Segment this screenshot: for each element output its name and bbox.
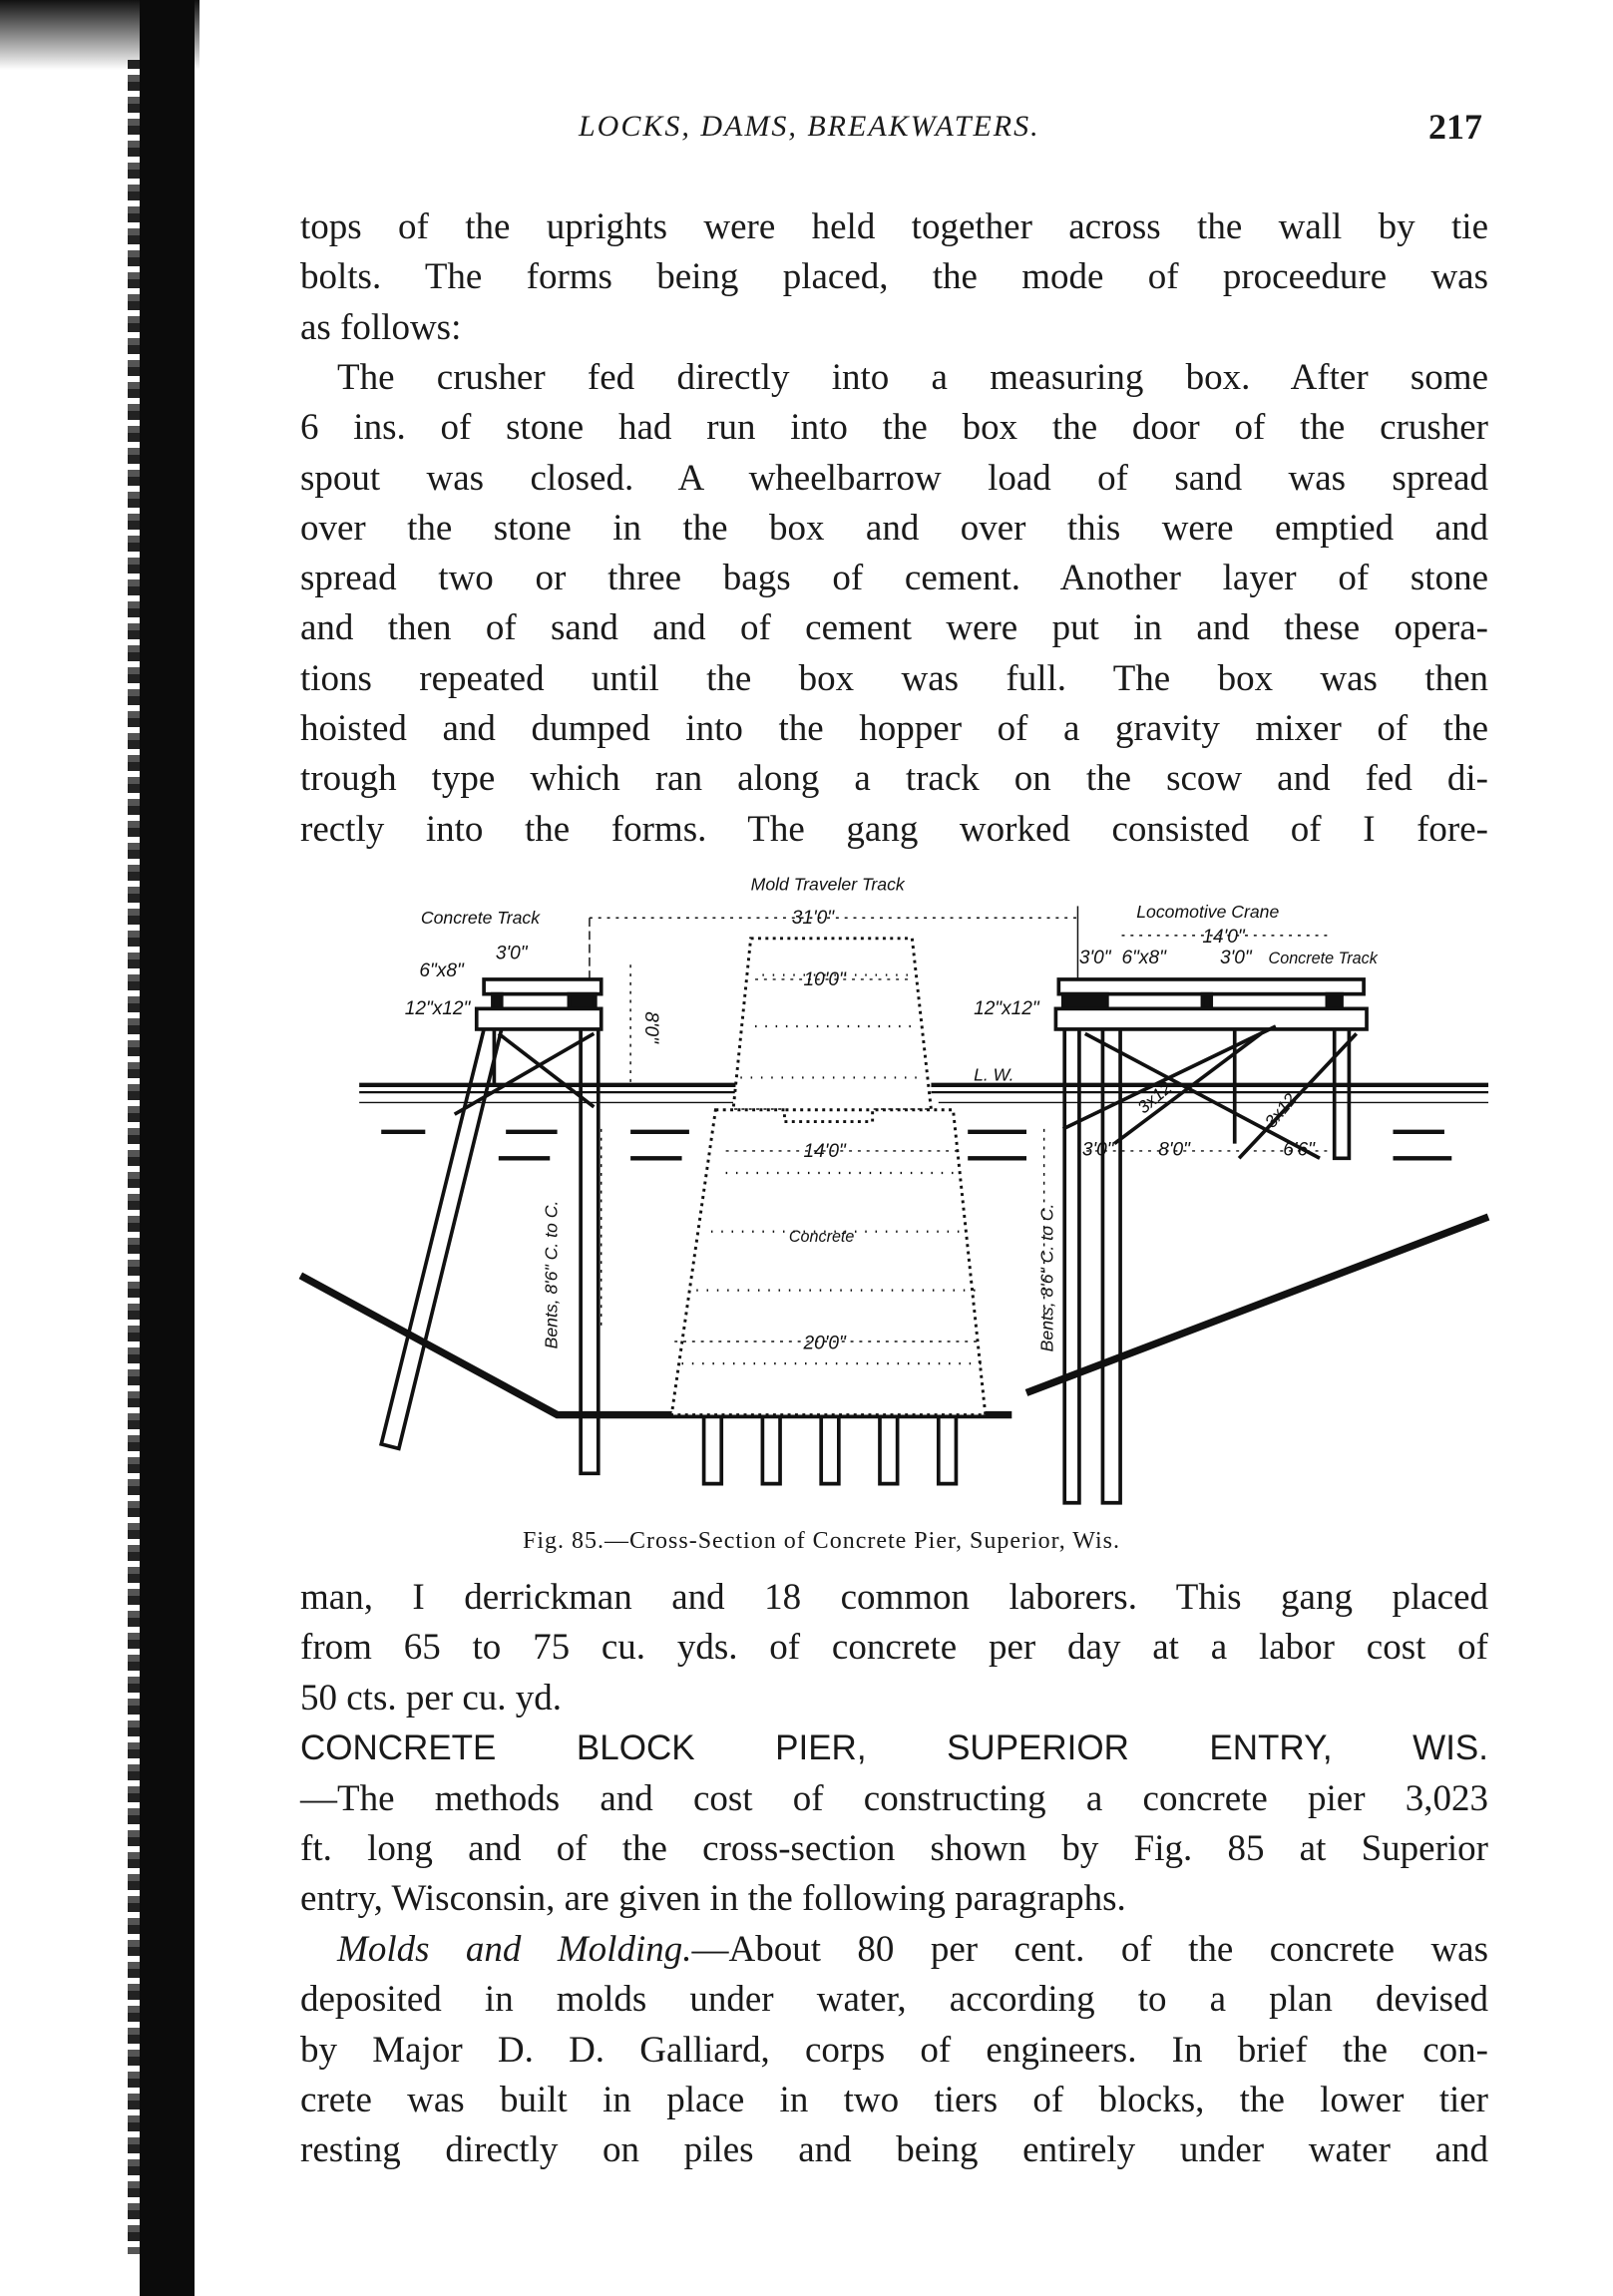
text-line: tops of the uprights were held together across the wall by tie (300, 206, 1488, 247)
label-left-6x8: 6"x8" (419, 960, 464, 982)
text-line: and then of sand and of cement were put in and these opera- (300, 607, 1488, 649)
label-right-3b: 3'0" (1220, 947, 1252, 968)
text-line: entry, Wisconsin, are given in the following paragraphs. (300, 1878, 1126, 1920)
text-line: tions repeated until the box was full. The box was then (300, 657, 1488, 699)
text-line: hoisted and dumped into the hopper of a gravity mixer of the (300, 708, 1488, 749)
label-concrete-track-left: Concrete Track (420, 908, 541, 929)
text-line: 50 cts. per cu. yd. (300, 1677, 563, 1719)
label-left-12x12: 12"x12" (404, 998, 471, 1020)
text-line: spread two or three bags of cement. Another layer of stone (300, 558, 1488, 599)
label-right-66: 6'6" (1283, 1139, 1315, 1161)
label-brace-3x12-b: 3x12 (1260, 1089, 1301, 1132)
label-right-6x8: 6"x8" (1121, 947, 1166, 968)
text-line: resting directly on piles and being entirely under water and (300, 2129, 1488, 2171)
text-line: from 65 to 75 cu. yds. of concrete per day at a labor cost of (300, 1627, 1488, 1669)
text-line: deposited in molds under water, according to a plan devised (300, 1979, 1488, 2021)
figure-caption: Fig. 85.—Cross-Section of Concrete Pier, Superior, Wis. (523, 1528, 1120, 1554)
text-line: crete was built in place in two tiers of blocks, the lower tier (300, 2080, 1488, 2120)
label-mold-traveler-track: Mold Traveler Track (750, 874, 905, 895)
label-bents-right: Bents, 8'6" C. to C. (1036, 1203, 1057, 1352)
text-line: bolts. The forms being placed, the mode of proceedure was (300, 256, 1488, 298)
right-trestle (1055, 979, 1367, 1503)
text-line: ft. long and of the cross-section shown by Fig. 85 at Superior (300, 1828, 1488, 1869)
label-left-3: 3'0" (495, 943, 528, 964)
label-span-31: 31'0" (791, 908, 835, 930)
label-right-8: 8'0" (1158, 1139, 1190, 1161)
label-right-12x12: 12"x12" (974, 998, 1039, 1020)
pier-piles (704, 1415, 957, 1484)
text-line: rectly into the forms. The gang worked consisted of I fore- (300, 808, 1488, 850)
label-crane-14: 14'0" (1202, 927, 1245, 949)
running-title: LOCKS, DAMS, BREAKWATERS. (579, 110, 1040, 143)
text-run: —About 80 per cent. of the concrete was (691, 1928, 1488, 1970)
label-left-8: 8'0" (639, 1011, 661, 1043)
text-line: spout was closed. A wheelbarrow load of sand was spread (300, 457, 1488, 499)
text-line: man, I derrickman and 18 common laborers. This gang placed (300, 1577, 1488, 1618)
label-concrete-track-right: Concrete Track (1268, 949, 1378, 967)
text-line: 6 ins. of stone had run into the box the door of the crusher (300, 407, 1488, 449)
label-pier-base-20: 20'0" (803, 1333, 846, 1354)
label-bents-left: Bents, 8'6" C. to C. (541, 1200, 562, 1349)
text-line: over the stone in the box and over this were emptied and (300, 507, 1488, 549)
text-line: trough type which ran along a track on the scow and fed di- (300, 758, 1488, 800)
page-number: 217 (1428, 107, 1482, 147)
label-locomotive-crane: Locomotive Crane (1136, 902, 1280, 923)
run-in-heading: Molds and Molding. (337, 1928, 692, 1970)
text-line: The crusher fed directly into a measuring box. After some (337, 356, 1488, 398)
label-low-water: L. W. (974, 1064, 1014, 1085)
text-line: —The methods and cost of constructing a concrete pier 3,023 (300, 1777, 1488, 1819)
label-brace-3x12-a: 3x12 (1133, 1077, 1176, 1118)
text-line: by Major D. D. Galliard, corps of engineers. In brief the con- (300, 2029, 1488, 2071)
text-line: as follows: (300, 306, 462, 348)
label-concrete: Concrete (788, 1228, 855, 1247)
label-right-3c: 3'0" (1081, 1139, 1114, 1161)
label-pier-top-10: 10'0" (803, 968, 846, 990)
section-heading: CONCRETE BLOCK PIER, SUPERIOR ENTRY, WIS. (300, 1728, 1488, 1768)
left-trestle (381, 979, 601, 1473)
label-right-3a: 3'0" (1078, 947, 1111, 968)
label-pier-mid-14: 14'0" (803, 1140, 846, 1162)
